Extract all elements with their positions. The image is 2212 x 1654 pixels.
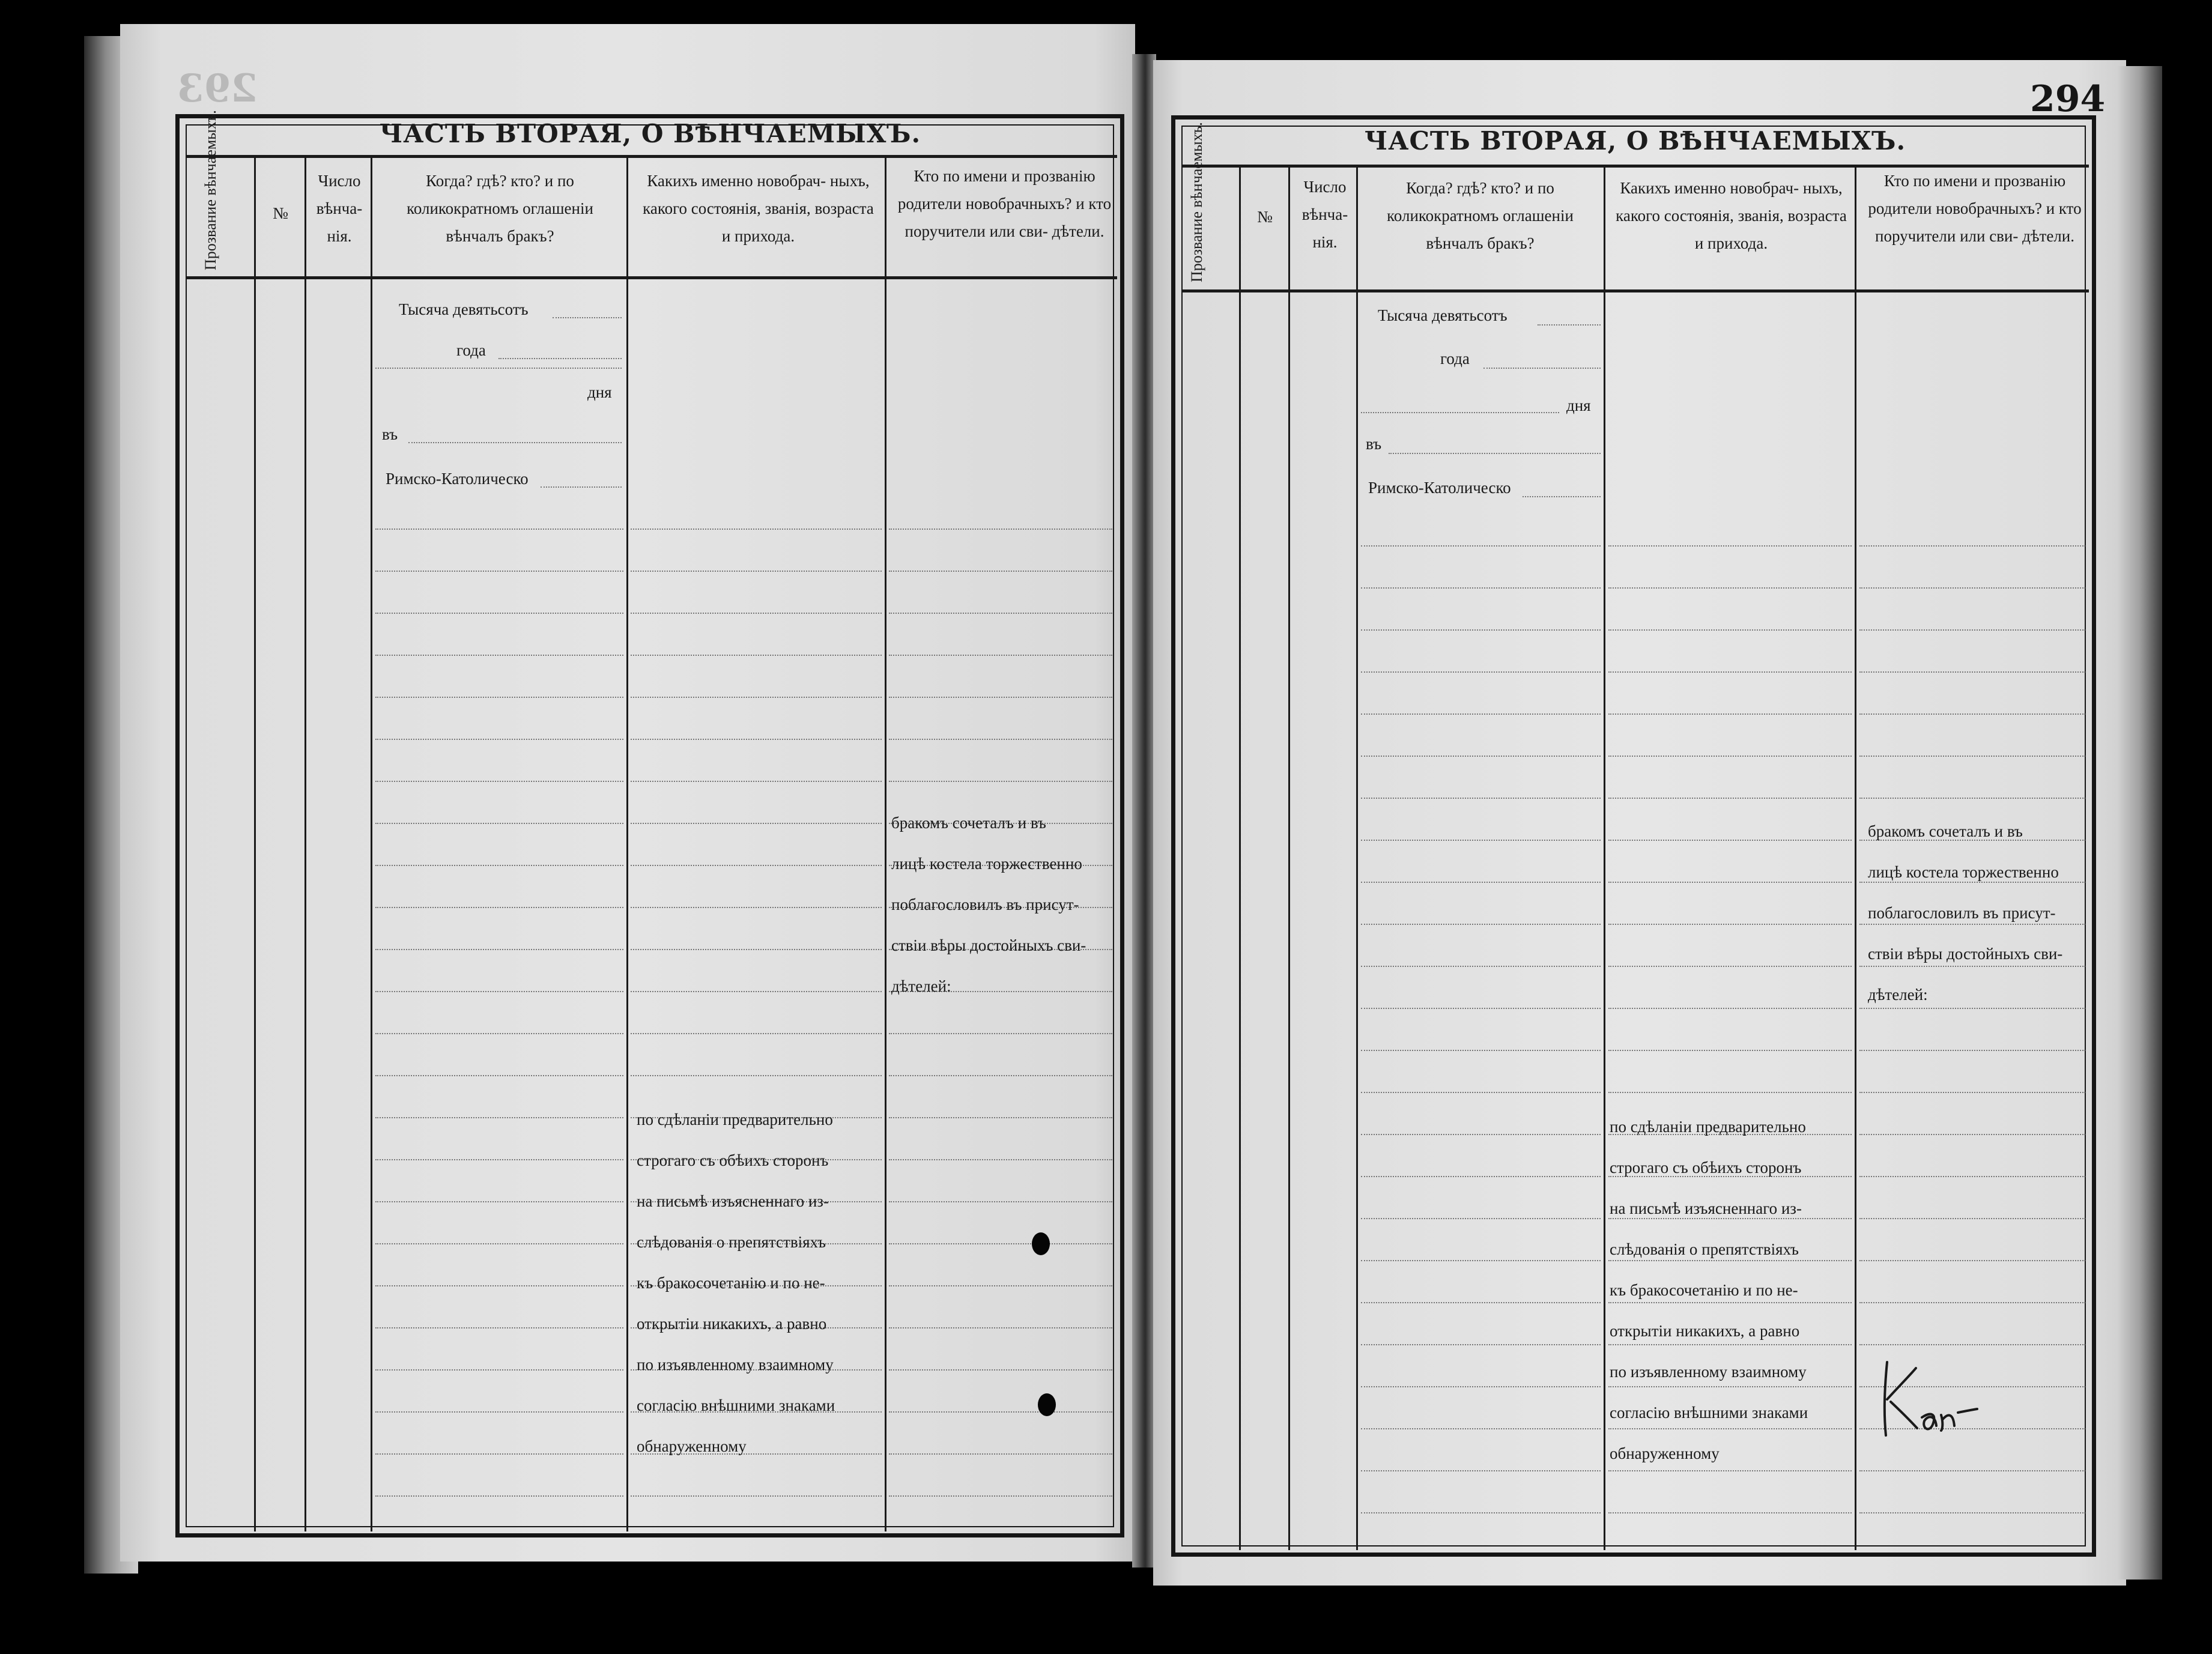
right-rule-line <box>1859 1344 2085 1345</box>
left-rule-line <box>889 613 1112 614</box>
left-rule-line <box>889 781 1112 782</box>
left-when-day: дня <box>587 383 612 401</box>
right-rule-line <box>1859 1176 2085 1177</box>
left-header-who: Кто по имени и прозванію родители новобрачныхъ? и кто поручители или сви- дѣтели. <box>897 167 1112 240</box>
left-inquiry-line-4: слѣдованія о препятствіяхъ <box>637 1233 826 1251</box>
left-rule-line <box>375 823 623 824</box>
right-rule-line <box>1361 1176 1601 1177</box>
left-marriage-line-2: лицѣ костела торжественно <box>891 855 1082 873</box>
left-col-divider-5 <box>885 156 886 1531</box>
right-header-who: Кто по имени и прозванію родители новобрачныхъ? и кто поручители или сви- дѣтели. <box>1868 172 2082 245</box>
right-rule-line <box>1361 1470 1601 1471</box>
right-rule-line <box>1361 1218 1601 1219</box>
left-rule-line <box>631 739 882 740</box>
page-number: 294 <box>2030 78 2106 120</box>
right-col-divider-2 <box>1288 166 1290 1550</box>
right-rule-line <box>1361 1302 1601 1303</box>
left-rule-line <box>889 739 1112 740</box>
left-rule-line <box>375 529 623 530</box>
right-rule-line <box>1608 966 1852 967</box>
right-rule-line <box>1859 1134 2085 1135</box>
left-inquiry-line-8: согласію внѣшними знаками <box>637 1396 835 1414</box>
left-rule-line <box>375 1411 623 1413</box>
right-header-which: Какихъ именно новобрач- ныхъ, какого состоянія, званія, возраста и прихода. <box>1616 179 1847 252</box>
right-rule-line <box>1608 756 1852 757</box>
left-rule-line <box>889 1453 1112 1455</box>
right-rule-line <box>1361 545 1601 547</box>
right-rule-line <box>1608 882 1852 883</box>
left-rule-line <box>375 571 623 572</box>
left-rule-line <box>889 1243 1112 1244</box>
right-rule-line <box>1608 798 1852 799</box>
left-inquiry-line-9: обнаруженному <box>637 1437 747 1455</box>
right-rule-line <box>1361 671 1601 673</box>
left-rule-line <box>631 781 882 782</box>
right-header-rule <box>1182 289 2089 292</box>
left-rule-line <box>889 1369 1112 1371</box>
left-when-dotted-3 <box>375 368 622 369</box>
left-marriage-line-5: дѣтелей: <box>891 977 951 995</box>
right-when-in: въ <box>1366 435 1382 453</box>
left-title-rule <box>186 155 1117 158</box>
left-inquiry-line-5: къ бракосочетанію и по не- <box>637 1274 825 1292</box>
right-rule-line <box>1361 629 1601 631</box>
left-col-divider-1 <box>254 156 256 1531</box>
right-inquiry-line-9: обнаруженному <box>1610 1444 1720 1462</box>
left-rule-line <box>631 571 882 572</box>
left-rule-line <box>375 1033 623 1034</box>
left-rule-line <box>375 613 623 614</box>
left-rule-line <box>375 739 623 740</box>
right-rule-line <box>1361 1344 1601 1345</box>
right-rule-line <box>1361 1512 1601 1513</box>
left-rule-line <box>375 949 623 950</box>
binding-hole <box>1032 1232 1050 1255</box>
left-header-number: № <box>273 204 288 222</box>
left-rule-line <box>631 949 882 950</box>
left-col-divider-4 <box>626 156 628 1531</box>
right-when-dotted-1 <box>1538 324 1601 326</box>
left-rule-line <box>889 1117 1112 1118</box>
right-rule-line <box>1608 713 1852 715</box>
right-when-year: года <box>1440 350 1470 368</box>
left-rule-line <box>631 991 882 992</box>
right-when-day: дня <box>1566 396 1591 414</box>
left-rule-line <box>375 991 623 992</box>
right-when-dotted-4 <box>1389 453 1601 454</box>
left-rule-line <box>631 613 882 614</box>
right-rule-line <box>1859 1218 2085 1219</box>
left-rule-line <box>375 1453 623 1455</box>
right-rule-line <box>1859 713 2085 715</box>
handwritten-note <box>1874 1351 1982 1441</box>
right-marriage-line-1: бракомъ сочеталъ и въ <box>1868 822 2023 840</box>
right-inquiry-line-5: къ бракосочетанію и по не- <box>1610 1281 1798 1299</box>
right-rule-line <box>1608 1512 1852 1513</box>
left-rule-line <box>889 1327 1112 1328</box>
left-rule-line <box>631 907 882 908</box>
right-rule-line <box>1859 798 2085 799</box>
right-when-dotted-2 <box>1483 368 1601 369</box>
left-inquiry-text <box>637 1099 871 1467</box>
right-page-edge-stack <box>2117 66 2162 1580</box>
right-rule-line <box>1608 629 1852 631</box>
left-rule-line <box>375 1495 623 1497</box>
left-inquiry-line-2: строгаго съ обѣихъ сторонъ <box>637 1151 829 1169</box>
left-rule-line <box>375 907 623 908</box>
right-rule-line <box>1859 629 2085 631</box>
right-rule-line <box>1361 840 1601 841</box>
left-inquiry-line-6: открытіи никакихъ, а равно <box>637 1315 827 1333</box>
left-rule-line <box>375 1369 623 1371</box>
right-marriage-line-5: дѣтелей: <box>1868 986 1928 1004</box>
left-rule-line <box>889 1033 1112 1034</box>
right-marriage-line-3: поблагословилъ въ присут- <box>1868 904 2056 922</box>
right-header-count: Число вѣнча- нія. <box>1301 178 1348 251</box>
right-col-divider-4 <box>1604 166 1605 1550</box>
right-col-divider-5 <box>1855 166 1856 1550</box>
left-when-dotted-5 <box>541 486 622 488</box>
left-rule-line <box>375 1201 623 1202</box>
left-when-dotted-1 <box>553 317 622 318</box>
right-header-when: Когда? гдѣ? кто? и по коликократномъ оглашеніи вѣнчалъ бракъ? <box>1387 179 1574 252</box>
right-rule-line <box>1361 1050 1601 1051</box>
left-col-divider-2 <box>305 156 306 1531</box>
right-rule-line <box>1361 1260 1601 1261</box>
right-rule-line <box>1361 756 1601 757</box>
right-rule-line <box>1361 1386 1601 1387</box>
left-rule-line <box>631 865 882 866</box>
left-rule-line <box>375 781 623 782</box>
right-when-thousand: Тысяча девятьсотъ <box>1378 306 1507 324</box>
right-inquiry-line-8: согласію внѣшними знаками <box>1610 1404 1808 1422</box>
right-page-title: ЧАСТЬ ВТОРАЯ, О ВѢНЧАЕМЫХЪ. <box>1364 126 1906 156</box>
left-rule-line <box>375 865 623 866</box>
right-inquiry-line-6: открытіи никакихъ, а равно <box>1610 1322 1800 1340</box>
left-rule-line <box>889 571 1112 572</box>
right-rule-line <box>1361 587 1601 589</box>
left-header-rule <box>186 276 1117 279</box>
right-rule-line <box>1361 1134 1601 1135</box>
left-rule-line <box>375 1285 623 1286</box>
right-inquiry-text <box>1610 1106 1847 1474</box>
left-rule-line <box>631 697 882 698</box>
left-marriage-line-3: поблагословилъ въ присут- <box>891 895 1079 913</box>
left-header-which: Какихъ именно новобрач- ныхъ, какого состоянія, званія, возраста и прихода. <box>643 172 874 245</box>
left-rule-line <box>631 655 882 656</box>
left-rule-line <box>889 529 1112 530</box>
right-rule-line <box>1361 966 1601 967</box>
left-header-surname: Прозвание вѣнчаемыхъ. <box>202 110 219 270</box>
right-when-dotted-5 <box>1523 496 1601 497</box>
left-when-dotted-4 <box>408 442 622 443</box>
left-rule-line <box>889 655 1112 656</box>
right-rule-line <box>1859 1302 2085 1303</box>
right-rule-line <box>1361 713 1601 715</box>
left-rule-line <box>631 1033 882 1034</box>
left-marriage-text <box>891 802 1104 1007</box>
binding-hole <box>1038 1393 1056 1416</box>
right-rule-line <box>1608 587 1852 589</box>
right-rule-line <box>1361 1008 1601 1009</box>
left-rule-line <box>889 697 1112 698</box>
right-inquiry-line-4: слѣдованія о препятствіяхъ <box>1610 1240 1799 1258</box>
left-rule-line <box>889 1201 1112 1202</box>
left-rule-line <box>889 1495 1112 1497</box>
left-when-catholic: Римско-Католическо <box>386 470 529 488</box>
left-rule-line <box>375 1075 623 1076</box>
right-rule-line <box>1608 671 1852 673</box>
right-rule-line <box>1859 1092 2085 1093</box>
right-rule-line <box>1608 545 1852 547</box>
left-rule-line <box>889 1285 1112 1286</box>
left-when-in: въ <box>382 425 398 443</box>
right-rule-line <box>1859 1260 2085 1261</box>
right-rule-line <box>1859 587 2085 589</box>
left-inquiry-line-3: на письмѣ изъясненнаго из- <box>637 1192 829 1210</box>
left-when-dotted-2 <box>498 358 622 359</box>
right-rule-line <box>1859 1050 2085 1051</box>
left-rule-line <box>631 529 882 530</box>
right-col-divider-1 <box>1239 166 1241 1550</box>
left-rule-line <box>631 823 882 824</box>
right-rule-line <box>1608 924 1852 925</box>
right-when-dotted-3 <box>1361 412 1559 413</box>
left-rule-line <box>375 1327 623 1328</box>
left-rule-line <box>375 1159 623 1160</box>
ghost-page-number: 293 <box>177 66 258 111</box>
right-rule-line <box>1608 1050 1852 1051</box>
right-header-surname: Прозвание вѣнчаемыхъ. <box>1188 122 1205 282</box>
left-col-divider-3 <box>371 156 372 1531</box>
right-inquiry-line-3: на письмѣ изъясненнаго из- <box>1610 1199 1802 1217</box>
left-marriage-line-4: ствіи вѣры достойныхъ сви- <box>891 936 1086 954</box>
right-rule-line <box>1608 840 1852 841</box>
right-rule-line <box>1859 545 2085 547</box>
right-inquiry-line-7: по изъявленному взаимному <box>1610 1363 1807 1381</box>
left-page-title: ЧАСТЬ ВТОРАЯ, О ВѢНЧАЕМЫХЪ. <box>379 119 921 148</box>
right-rule-line <box>1361 1092 1601 1093</box>
left-inquiry-line-7: по изъявленному взаимному <box>637 1356 834 1374</box>
right-rule-line <box>1361 798 1601 799</box>
right-marriage-text <box>1868 811 2081 1015</box>
right-rule-line <box>1608 1008 1852 1009</box>
left-header-count: Число вѣнча- нія. <box>316 172 363 245</box>
right-rule-line <box>1859 1512 2085 1513</box>
left-rule-line <box>375 1243 623 1244</box>
right-inquiry-line-1: по сдѣланіи предварительно <box>1610 1118 1806 1136</box>
right-rule-line <box>1859 756 2085 757</box>
left-inquiry-line-1: по сдѣланіи предварительно <box>637 1110 833 1128</box>
right-marriage-line-2: лицѣ костела торжественно <box>1868 863 2059 881</box>
left-rule-line <box>375 1117 623 1118</box>
left-when-year: года <box>456 341 486 359</box>
right-col-divider-3 <box>1356 166 1358 1550</box>
left-rule-line <box>375 697 623 698</box>
left-rule-line <box>631 1495 882 1497</box>
right-when-catholic: Римско-Католическо <box>1368 479 1511 497</box>
right-rule-line <box>1859 671 2085 673</box>
handwritten-note-text: Кан- <box>1874 1351 1876 1352</box>
right-header-number: № <box>1257 208 1273 226</box>
left-header-when: Когда? гдѣ? кто? и по коликократномъ оглашеніи вѣнчалъ бракъ? <box>407 172 593 245</box>
right-marriage-line-4: ствіи вѣры достойныхъ сви- <box>1868 945 2063 963</box>
left-marriage-line-1: бракомъ сочеталъ и въ <box>891 814 1046 832</box>
left-rule-line <box>631 1075 882 1076</box>
right-rule-line <box>1608 1092 1852 1093</box>
right-rule-line <box>1859 1470 2085 1471</box>
left-rule-line <box>889 1075 1112 1076</box>
right-rule-line <box>1361 882 1601 883</box>
left-rule-line <box>375 655 623 656</box>
right-rule-line <box>1361 1428 1601 1429</box>
left-rule-line <box>889 1159 1112 1160</box>
left-when-thousand: Тысяча девятьсотъ <box>399 300 529 318</box>
right-rule-line <box>1361 924 1601 925</box>
left-rule-line <box>889 1411 1112 1413</box>
book-gutter <box>1132 54 1156 1568</box>
right-inquiry-line-2: строгаго съ обѣихъ сторонъ <box>1610 1159 1802 1177</box>
